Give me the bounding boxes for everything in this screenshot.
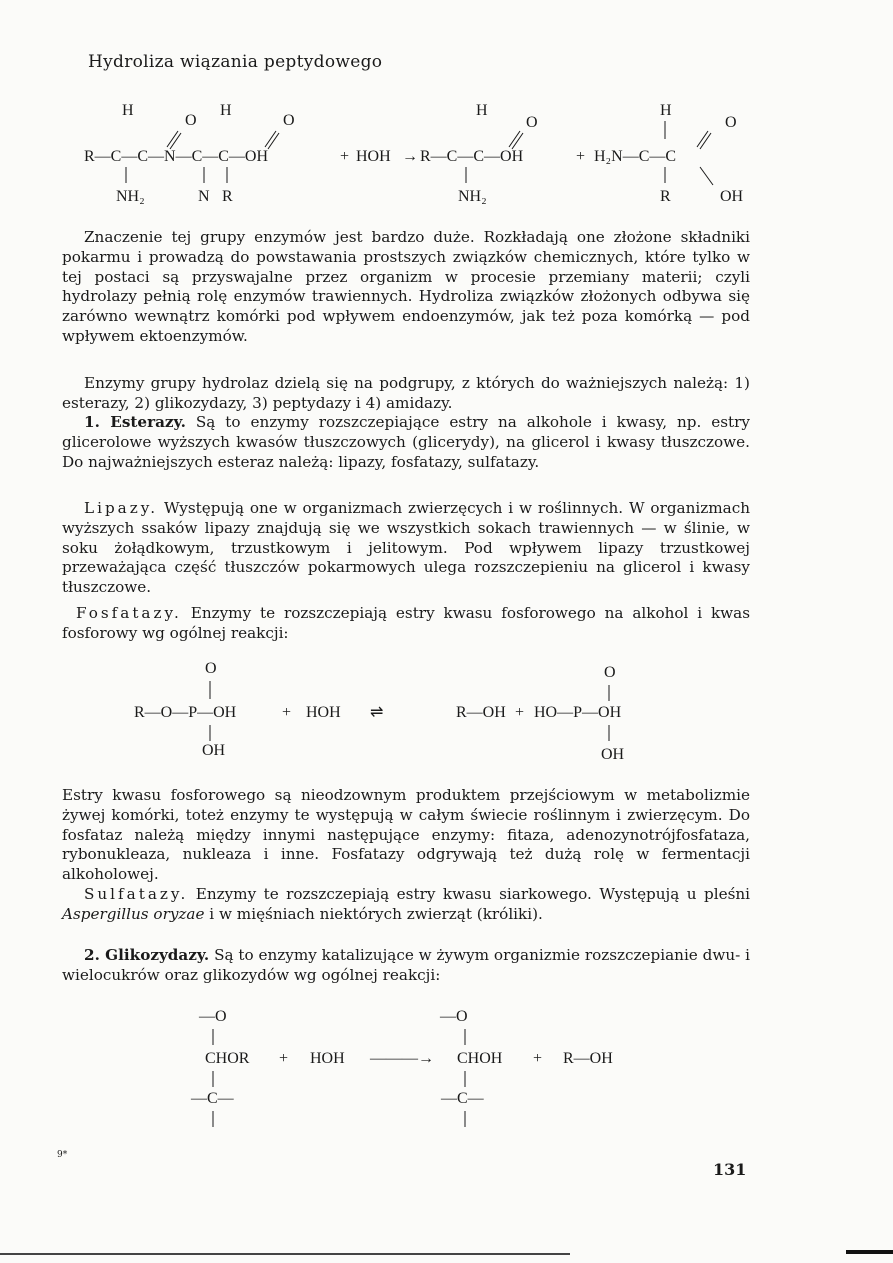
f2-right1: R—OH xyxy=(456,704,506,721)
f1-n: N xyxy=(198,188,210,205)
p3-lead: 1. Esterazy. xyxy=(84,413,186,431)
f1-nh2-b: NH₂ xyxy=(458,188,487,205)
f2-o2: O xyxy=(604,664,616,681)
paragraph-esterases xyxy=(62,413,750,472)
signature-mark: 9* xyxy=(57,1150,68,1160)
paragraph-phosphate-esters xyxy=(62,786,750,885)
f2-oh1: OH xyxy=(202,742,226,759)
f1-nh2-a: NH₂ xyxy=(116,188,145,205)
bottom-rule-right xyxy=(846,1250,893,1254)
f1-o4: O xyxy=(725,114,737,131)
formula-glycoside-svg xyxy=(185,1005,645,1130)
page-number: 131 xyxy=(713,1160,747,1179)
p7-lead: Sulfatazy. xyxy=(84,885,189,903)
f2-oh2: OH xyxy=(601,746,625,763)
formula-glycoside-hydrolysis xyxy=(185,1005,645,1130)
f1-o1: O xyxy=(185,112,197,129)
paragraph-intro xyxy=(62,228,750,347)
f1-plus1: + xyxy=(340,148,350,165)
p3-text: Są to enzymy rozszczepiające estry na alkohole i kwasy, np. estry glicerolowe wyższych kwasów tłuszczowych (glicerydy), na glicerol i kwasy tłuszczowe. Do najważniejszych esteraz należą: lipazy, fosfatazy, sulfatazy. xyxy=(62,413,750,471)
f3-plus1: + xyxy=(279,1050,289,1067)
formula-phosphate-svg xyxy=(130,655,690,765)
p4-lead: Lipazy. xyxy=(84,499,159,517)
f3-c1: —C— xyxy=(191,1090,234,1107)
f1-right2: H₂N—C—C xyxy=(594,148,677,165)
f1-plus2: + xyxy=(576,148,586,165)
p2-text: Enzymy grupy hydrolaz dzielą się na podgrupy, z których do ważniejszych należą: 1) esterazy, 2) glikozydazy, 3) peptydazy i 4) amidazy. xyxy=(62,374,750,412)
f1-oh: OH xyxy=(720,188,744,205)
f3-hoh: HOH xyxy=(310,1050,345,1067)
f1-left-chain: R—C—C—N—C—C—OH xyxy=(84,148,269,165)
f1-arrow: → xyxy=(402,148,418,165)
p8-lead: 2. Glikozydazy. xyxy=(84,946,210,964)
paragraph-glycosidases xyxy=(62,946,750,986)
section-heading: Hydroliza wiązania peptydowego xyxy=(88,52,383,72)
f1-right1: R—C—C—OH xyxy=(420,148,524,165)
f2-arrow: ⇌ xyxy=(370,704,384,721)
f3-arrow: ———→ xyxy=(370,1050,434,1067)
f1-o3: O xyxy=(526,114,538,131)
f3-plus2: + xyxy=(533,1050,543,1067)
f1-hoh: HOH xyxy=(356,148,391,165)
f3-top1: —O xyxy=(199,1008,227,1025)
f1-h3: H xyxy=(476,102,488,119)
f2-plus1: + xyxy=(282,704,292,721)
f1-r2: R xyxy=(660,188,671,205)
f3-top2: —O xyxy=(440,1008,468,1025)
f2-plus2: + xyxy=(515,704,525,721)
f2-hoh: HOH xyxy=(306,704,341,721)
formula-peptide-svg xyxy=(80,95,760,210)
f1-h4: H xyxy=(660,102,672,119)
p5-lead: Fosfatazy. xyxy=(76,604,182,622)
f3-choh: CHOH xyxy=(457,1050,503,1067)
f1-h2: H xyxy=(220,102,232,119)
f3-roh: R—OH xyxy=(563,1050,613,1067)
f1-h1: H xyxy=(122,102,134,119)
f1-r1: R xyxy=(222,188,233,205)
f3-c2: —C— xyxy=(441,1090,484,1107)
p8-text: Są to enzymy katalizujące w żywym organizmie rozszczepianie dwu- i wielocukrów oraz glikozydów wg ogólnej reakcji: xyxy=(62,946,750,984)
f1-o2: O xyxy=(283,112,295,129)
p7-text-a: Enzymy te rozszczepiają estry kwasu siarkowego. Występują u pleśni xyxy=(188,885,750,903)
paragraph-subgroups xyxy=(62,374,750,414)
bottom-rule-left xyxy=(0,1253,570,1255)
p5-text: Enzymy te rozszczepiają estry kwasu fosforowego na alkohol i kwas fosforowy wg ogólnej reakcji: xyxy=(62,604,750,642)
p6-text: Estry kwasu fosforowego są nieodzownym produktem przejściowym w metabolizmie żywej komórki, toteż enzymy te występują w całym świecie roślinnym i zwierzęcym. Do fosfataz należą między innymi następujące enzymy: fitaza, adenozynotrójfosfataza, rybonukleaza, nukleaza i inne. Fosfatazy odgrywają też dużą rolę w fermentacji alkoholowej. xyxy=(62,786,750,884)
p7-text-b: i w mięśniach niektórych zwierząt (króliki). xyxy=(204,904,543,923)
f3-chor: CHOR xyxy=(205,1050,250,1067)
p4-text: Występują one w organizmach zwierzęcych i w roślinnych. W organizmach wyższych ssaków lipazy znajdują się we wszystkich sokach trawiennych — w ślinie, w soku żołądkowym, trzustkowym i jelitowym. Pod wpływem lipazy trzustkowej przeważająca część tłuszczów pokarmowych ulega rozszczepieniu na glicerol i kwasy tłuszczowe. xyxy=(62,499,750,597)
f2-right2: HO—P—OH xyxy=(534,704,622,721)
paragraph-sulfatases xyxy=(62,885,750,925)
f2-o1: O xyxy=(205,660,217,677)
p7-species: Aspergillus oryzae xyxy=(62,904,205,923)
formula-peptide-hydrolysis xyxy=(80,95,760,210)
p1-text: Znaczenie tej grupy enzymów jest bardzo duże. Rozkładają one złożone składniki pokarmu i prowadzą do powstawania prostszych związków chemicznych, które tylko w tej postaci są przyswajalne przez organizm w procesie przemiany materii; czyli hydrolazy pełnią rolę enzymów trawiennych. Hydroliza związków złożonych odbywa się zarówno wewnątrz komórki pod wpływem endoenzymów, jak też poza komórką — pod wpływem ektoenzymów. xyxy=(62,228,750,345)
paragraph-lipases xyxy=(62,499,750,598)
formula-phosphate-hydrolysis xyxy=(130,655,690,765)
f2-left: R—O—P—OH xyxy=(134,704,237,721)
paragraph-phosphatases xyxy=(62,604,750,644)
